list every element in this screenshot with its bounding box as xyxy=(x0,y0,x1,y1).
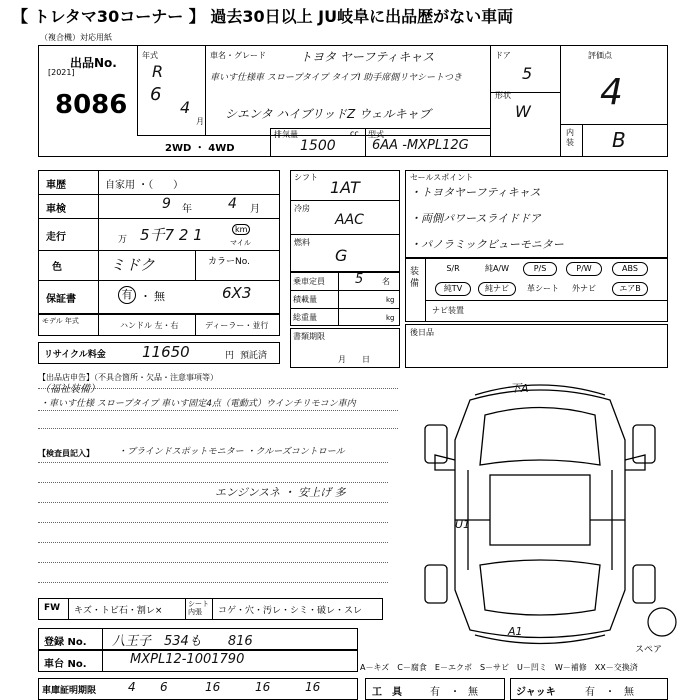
equip-ext-navi: 外ナビ xyxy=(572,284,596,293)
certificate-m2: 16 xyxy=(305,680,321,694)
equip-airbag: エアB xyxy=(612,282,648,296)
certificate-label: 車庫証明期限 xyxy=(42,686,97,696)
load-unit: kg xyxy=(386,296,395,304)
cooler-value: AAC xyxy=(335,212,364,228)
fuel-label: 燃料 xyxy=(294,238,310,247)
docs-label: 書類期限 xyxy=(293,332,325,341)
equipment-label: 装備 xyxy=(410,267,420,289)
capacity-value: 5 xyxy=(355,272,364,287)
certificate-m: 6 xyxy=(160,680,168,694)
jack-none: 無 xyxy=(624,687,634,698)
seat-label: シート 内張 xyxy=(188,600,209,616)
registration-value: 八王子 534も 816 xyxy=(112,634,253,649)
mileage-km: km xyxy=(232,224,250,235)
month-value: 4 xyxy=(180,98,191,117)
defects-label: 【出品店申告】（不具合箇所・欠品・注意事項等） xyxy=(38,373,218,382)
load-label: 積載量 xyxy=(293,295,317,304)
interior-label: 内装 xyxy=(566,128,574,147)
diagram-top-mark: 下A xyxy=(510,382,529,395)
chassis-value: MXPL12-1001790 xyxy=(130,652,245,667)
grade-label: 評価点 xyxy=(588,51,612,60)
recycle-label: リサイクル料金 xyxy=(44,350,106,360)
defects-line2: ・車いす仕様 スロープタイプ 車いす固定4点（電動式）ウインチリモコン車内 xyxy=(40,399,356,409)
header-banner xyxy=(0,0,700,30)
equip-pw: P/W xyxy=(566,262,602,276)
displacement-value: 1500 xyxy=(300,138,336,154)
banner-text: 【 トレタマ30コーナー 】 過去30日以上 JU岐阜に出品歴がない車両 xyxy=(12,7,514,26)
tools-has: 有 xyxy=(430,687,440,698)
vehicle-name-sub: 車いす仕様車 スロープタイプ タイプⅠ 助手席側リヤシートつき xyxy=(210,73,462,83)
lot-number: 8086 xyxy=(55,90,128,120)
door-label: ドア xyxy=(495,51,511,60)
equip-alloy: 純A/W xyxy=(484,264,510,273)
inspection-year: 9 xyxy=(162,196,171,212)
warranty-has: 有 xyxy=(118,286,136,304)
fw-label: FW xyxy=(44,603,61,613)
diagram-mark-u1: U1 xyxy=(455,518,471,531)
certificate-y2: 16 xyxy=(255,680,271,694)
mileage-mile: マイル xyxy=(230,239,251,247)
shift-label: シフト xyxy=(294,173,318,182)
cooler-label: 冷房 xyxy=(294,204,310,213)
jack-label: ジャッキ xyxy=(516,687,556,698)
top-note: （複合機）対応用紙 xyxy=(40,33,112,42)
vehicle-name-label: 車名・グレード xyxy=(210,51,266,60)
warranty-sep: ・ xyxy=(140,290,151,303)
recycle-deposited: 預託済 xyxy=(240,351,268,361)
year-label: 年式 xyxy=(142,51,158,60)
diagram-spare-label: スペア xyxy=(635,645,663,655)
lot-year-tag: [2021] xyxy=(48,68,75,77)
equip-sr: S/R xyxy=(446,264,460,273)
diagram-mark-a1: A1 xyxy=(508,625,523,638)
sales-item-1: ・トヨタヤーフティキャス xyxy=(410,186,541,199)
inspector-line1: ・ブラインドスポットモニター ・クルーズコントロール xyxy=(118,447,345,457)
mileage-label: 走行 xyxy=(46,232,66,243)
month-unit: 月 xyxy=(196,117,204,126)
color-label: 色 xyxy=(52,262,62,273)
capacity-label: 乗車定員 xyxy=(293,277,325,286)
grade-value: 4 xyxy=(600,72,623,113)
shape-label: 形状 xyxy=(495,91,511,100)
warranty-label: 保証書 xyxy=(46,294,76,305)
sales-item-2: ・両側パワースライドドア xyxy=(410,212,541,225)
shape-value: W xyxy=(515,102,531,121)
year-value: 6 xyxy=(150,84,162,105)
car-diagram xyxy=(400,370,680,650)
displacement-cc: cc xyxy=(350,129,359,138)
drive: 2WD ・ 4WD xyxy=(165,143,235,154)
post-install-block xyxy=(405,324,668,368)
model-row-dealer: ディーラー・並行 xyxy=(205,321,269,330)
fw-items: キズ・トビ石・割レ× xyxy=(74,606,163,616)
inspector-line2: エンジンスネ ・ 安上げ 多 xyxy=(215,486,346,499)
chassis-label: 車台 No. xyxy=(44,659,87,670)
certificate-d: 16 xyxy=(205,680,221,694)
mileage-value: 5千7 2 1 xyxy=(140,226,203,244)
displacement-label: 排気量 xyxy=(274,130,298,139)
tools-none: 無 xyxy=(468,687,478,698)
model-code: 6AA -MXPL12G xyxy=(372,138,469,153)
legend: A－キズ C－腐食 E－エクボ S－サビ U－凹ミ W－補修 XX－交換済 xyxy=(360,663,638,672)
inspection-year-unit: 年 xyxy=(182,204,192,215)
inspection-month: 4 xyxy=(228,196,237,212)
sales-item-3: ・パノラミックビューモニター xyxy=(410,238,564,251)
equip-ps: P/S xyxy=(523,262,557,276)
inspection-label: 車検 xyxy=(46,204,66,215)
color-value: ミドク xyxy=(110,256,155,274)
shift-value: 1AT xyxy=(330,178,360,197)
mileage-man: 万 xyxy=(118,235,128,245)
jack-sep: ・ xyxy=(605,687,615,698)
door-value: 5 xyxy=(522,64,533,83)
sales-label: セールスポイント xyxy=(410,173,474,182)
equip-tv: 純TV xyxy=(435,282,471,296)
gross-label: 総重量 xyxy=(293,313,317,322)
model-code-label: 型式 xyxy=(368,130,384,139)
equip-abs: ABS xyxy=(612,262,648,276)
model-row-handle: ハンドル 左・右 xyxy=(120,321,179,330)
inspector-label: 【検査員記入】 xyxy=(38,449,94,458)
equip-leather: 革シート xyxy=(527,284,559,293)
year-era: R xyxy=(152,62,164,81)
jack-has: 有 xyxy=(585,687,595,698)
warranty-none: 無 xyxy=(154,290,165,303)
post-install-label: 後日品 xyxy=(410,328,434,337)
inspection-month-unit: 月 xyxy=(250,204,260,215)
vehicle-model: シエンタ ハイブリッドZ ウェルキャブ xyxy=(225,107,431,121)
vehicle-name: トヨタ ヤーフティキャス xyxy=(300,50,435,64)
fuel-value: G xyxy=(335,246,348,265)
recycle-unit: 円 xyxy=(225,351,235,361)
interior-value: B xyxy=(612,128,626,152)
tools-sep: ・ xyxy=(450,687,460,698)
recycle-value: 11650 xyxy=(142,343,190,361)
lot-label: 出品No. xyxy=(70,56,117,70)
navi-label: ナビ装置 xyxy=(432,306,464,315)
capacity-unit: 名 xyxy=(382,277,390,286)
model-row-label: モデル 年式 xyxy=(42,317,79,325)
color-number: 6X3 xyxy=(222,284,252,302)
registration-label: 登録 No. xyxy=(44,637,87,648)
color-number-label: カラーNo. xyxy=(208,257,250,267)
history-label: 車歴 xyxy=(46,180,66,191)
seat-items: コゲ・穴・汚レ・シミ・破レ・スレ xyxy=(218,606,363,616)
docs-unit: 月 日 xyxy=(338,355,370,364)
certificate-y: 4 xyxy=(128,680,136,694)
defects-line1: （福祉装備） xyxy=(40,384,100,395)
history-value: 自家用 ・（ ） xyxy=(105,180,184,191)
gross-unit: kg xyxy=(386,314,395,322)
tools-label: 工 具 xyxy=(372,687,402,698)
equip-navi: 純ナビ xyxy=(478,282,516,296)
